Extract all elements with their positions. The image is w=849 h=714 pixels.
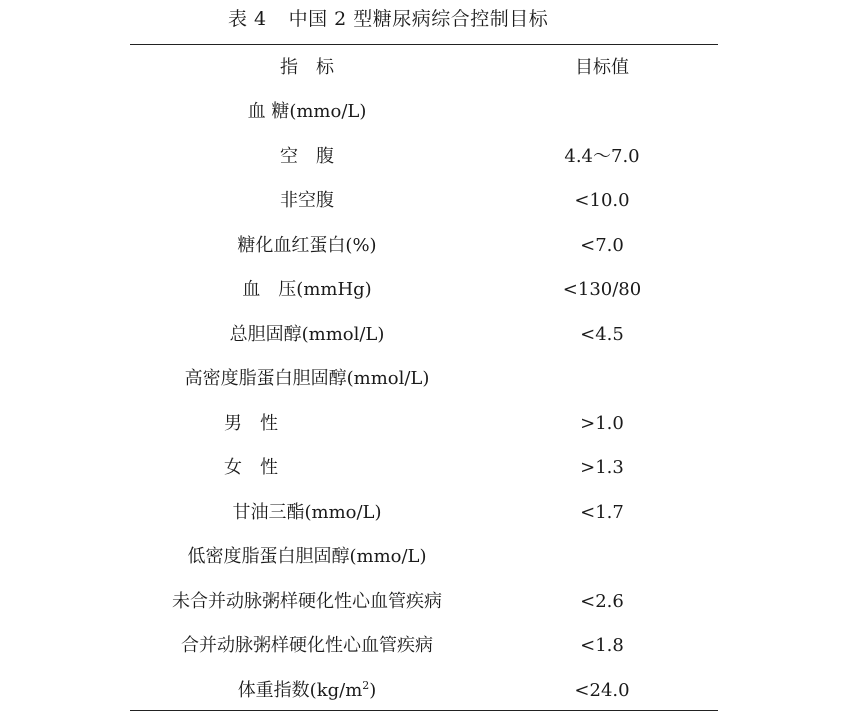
row-target: 4.4～7.0 [564, 146, 640, 167]
row-indicator: 空 腹 [280, 146, 334, 167]
row-target: >1.3 [580, 457, 624, 478]
table-caption [228, 6, 548, 32]
bmi-label-tail: ) [369, 680, 377, 701]
row-indicator: 低密度脂蛋白胆固醇(mmo/L) [187, 546, 427, 567]
row-indicator: 高密度脂蛋白胆固醇(mmol/L) [184, 368, 430, 389]
row-target: <1.7 [580, 502, 624, 523]
row-target: <10.0 [574, 190, 630, 211]
header-target: 目标值 [575, 57, 629, 78]
row-target: <1.8 [580, 635, 624, 656]
header-indicator: 指 标 [280, 57, 334, 78]
row-indicator: 男 性 [224, 413, 278, 434]
row-target: <24.0 [574, 680, 630, 701]
row-target: >1.0 [580, 413, 624, 434]
row-indicator: 血 压(mmHg) [242, 279, 372, 300]
bmi-label: 体重指数(kg/m [237, 680, 363, 701]
row-target: <4.5 [580, 324, 624, 345]
table-title: 中国 2 型糖尿病综合控制目标 [288, 8, 549, 30]
table-number: 表 4 [228, 8, 267, 30]
table-top-rule [130, 44, 718, 45]
row-indicator: 血 糖(mmo/L) [247, 101, 367, 122]
row-target: <130/80 [562, 279, 642, 300]
row-target: <7.0 [580, 235, 624, 256]
row-target: <2.6 [580, 591, 624, 612]
row-indicator: 甘油三酯(mmo/L) [232, 502, 382, 523]
row-indicator: 女 性 [224, 457, 278, 478]
row-indicator: 非空腹 [280, 190, 334, 211]
row-indicator-bmi [238, 680, 377, 702]
row-indicator: 未合并动脉粥样硬化性心血管疾病 [172, 591, 442, 612]
row-indicator: 总胆固醇(mmol/L) [229, 324, 385, 345]
table-bottom-rule [130, 710, 718, 711]
row-indicator: 糖化血红蛋白(%) [237, 235, 377, 256]
row-indicator: 合并动脉粥样硬化性心血管疾病 [181, 635, 433, 656]
bmi-exponent: 2 [362, 679, 370, 692]
